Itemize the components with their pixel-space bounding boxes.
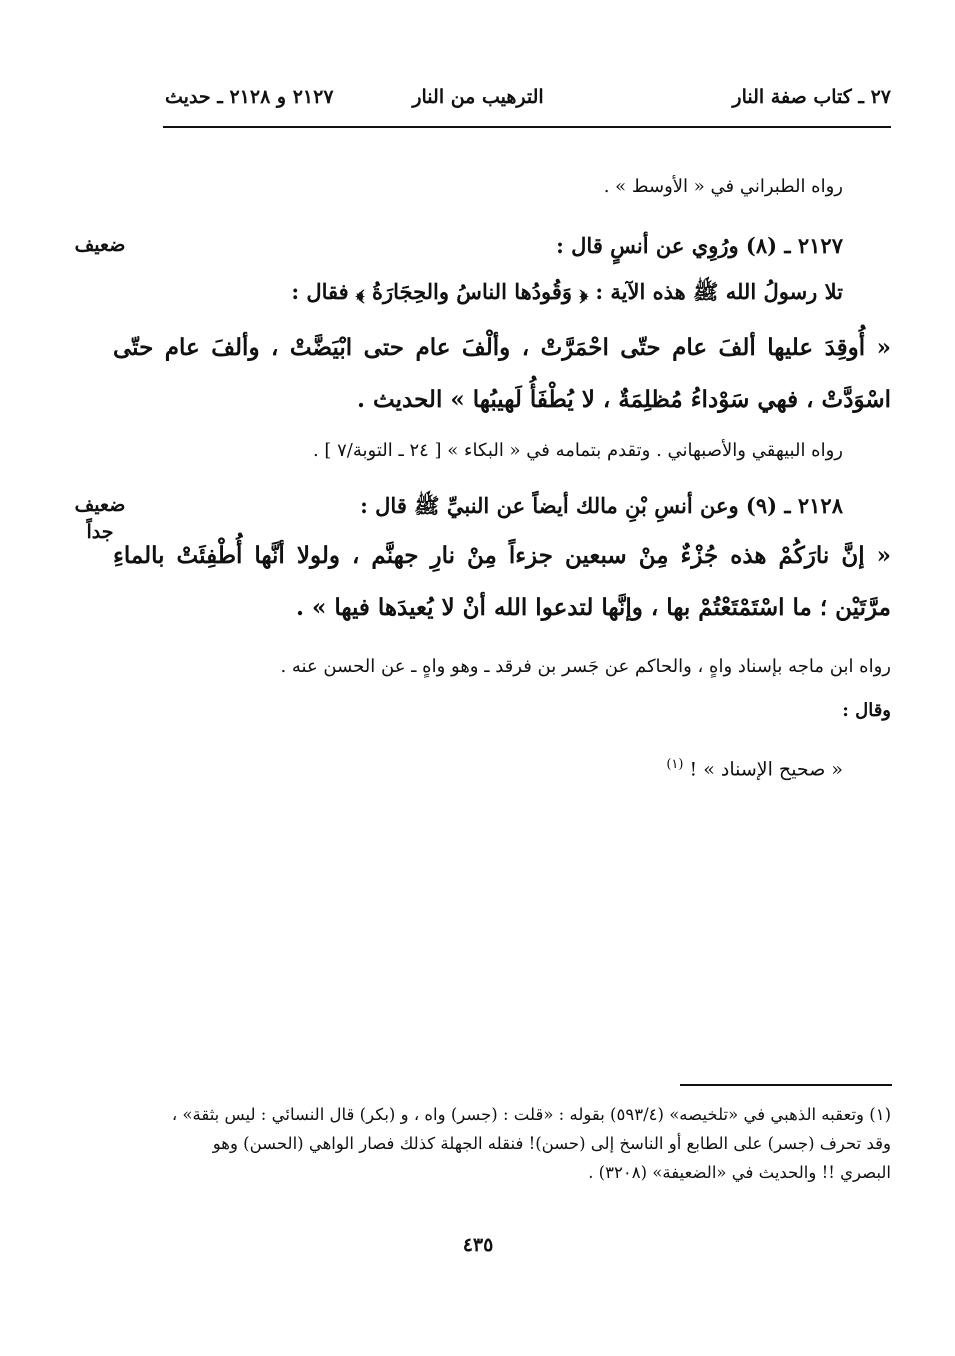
- grade-label-line1: ضعيف: [74, 494, 126, 516]
- hadith-2128-heading: ٢١٢٨ ـ (٩) وعن أنسِ بْنِ مالك أيضاً عن النبيِّ ﷺ قال :: [360, 493, 843, 518]
- hadith-2127-text: « أُوقِدَ عليها ألفَ عام حتّى احْمَرَّتْ ، وألْفَ عام حتى ابْيَضَّتْ ، وألفَ عام حتّى اسْوَدَّتْ ، فهي سَوْداءُ مُظلِمَةٌ ، لا يُطْفَأُ لَهيبُها » الحديث .: [113, 334, 891, 413]
- hadith-2128-quote: [113, 750, 843, 784]
- intro-reference: رواه الطبراني في « الأوسط » .: [603, 176, 843, 197]
- hadith-2127-heading: ٢١٢٧ ـ (٨) ورُوِي عن أنسٍ قال :: [556, 233, 843, 258]
- page-number: ٤٣٥: [462, 1234, 494, 1256]
- hadith-2128-said: وقال :: [842, 700, 891, 721]
- header-rule: [163, 126, 891, 128]
- header-section-title: الترهيب من النار: [412, 86, 544, 108]
- footnote-marker: (١): [666, 757, 684, 772]
- footnote-rule: [680, 1084, 892, 1086]
- hadith-2127-reference: رواه البيهقي والأصبهاني . وتقدم بتمامه في « البكاء » [ ٢٤ ـ التوبة/٧ ] .: [312, 440, 843, 461]
- hadith-2127-intro-line: تلا رسولُ الله ﷺ هذه الآية : ﴿ وَقُودُها الناسُ والحِجَارَةُ ﴾ فقال :: [291, 279, 843, 304]
- grade-label: ضعيف: [74, 234, 126, 256]
- hadith-2127-grade: [60, 232, 140, 259]
- hadith-2128-reference: رواه ابن ماجه بإسناد واهٍ ، والحاكم عن جَسر بن فرقد ـ وهو واهٍ ـ عن الحسن عنه .: [280, 656, 891, 677]
- grade-label-line2: جداً: [86, 521, 114, 543]
- hadith-2128-text: « إنَّ نارَكُمْ هذه جُزْءٌ مِنْ سبعين جزءاً مِنْ نارِ جهنَّم ، ولولا أنَّها أُطْفِئَتْ بالماءِ مرَّتَيْن ؛ ما اسْتَمْتَعْتُمْ بها ، وإنَّها لتدعوا الله أنْ لا يُعيدَها فيها » .: [113, 542, 891, 621]
- header-chapter-title: ٢٧ ـ كتاب صفة النار: [732, 86, 891, 108]
- quote-text: « صحيح الإسناد » !: [689, 758, 843, 781]
- header-hadith-range: ٢١٢٧ و ٢١٢٨ ـ حديث: [165, 86, 334, 108]
- footnote-text: (١) وتعقبه الذهبي في «تلخيصه» (٥٩٣/٤) بقوله : «قلت : (جسر) واه ، و (بكر) قال النسائي : ليس بثقة» ، وقد تحرف (جسر) على الطابع أو الناسخ إلى (حسن)! فنقله الجهلة كذلك فصار الواهي (الحسن) وهو البصري !! والحديث في «الضعيفة» (٣٢٠٨) .: [171, 1105, 891, 1182]
